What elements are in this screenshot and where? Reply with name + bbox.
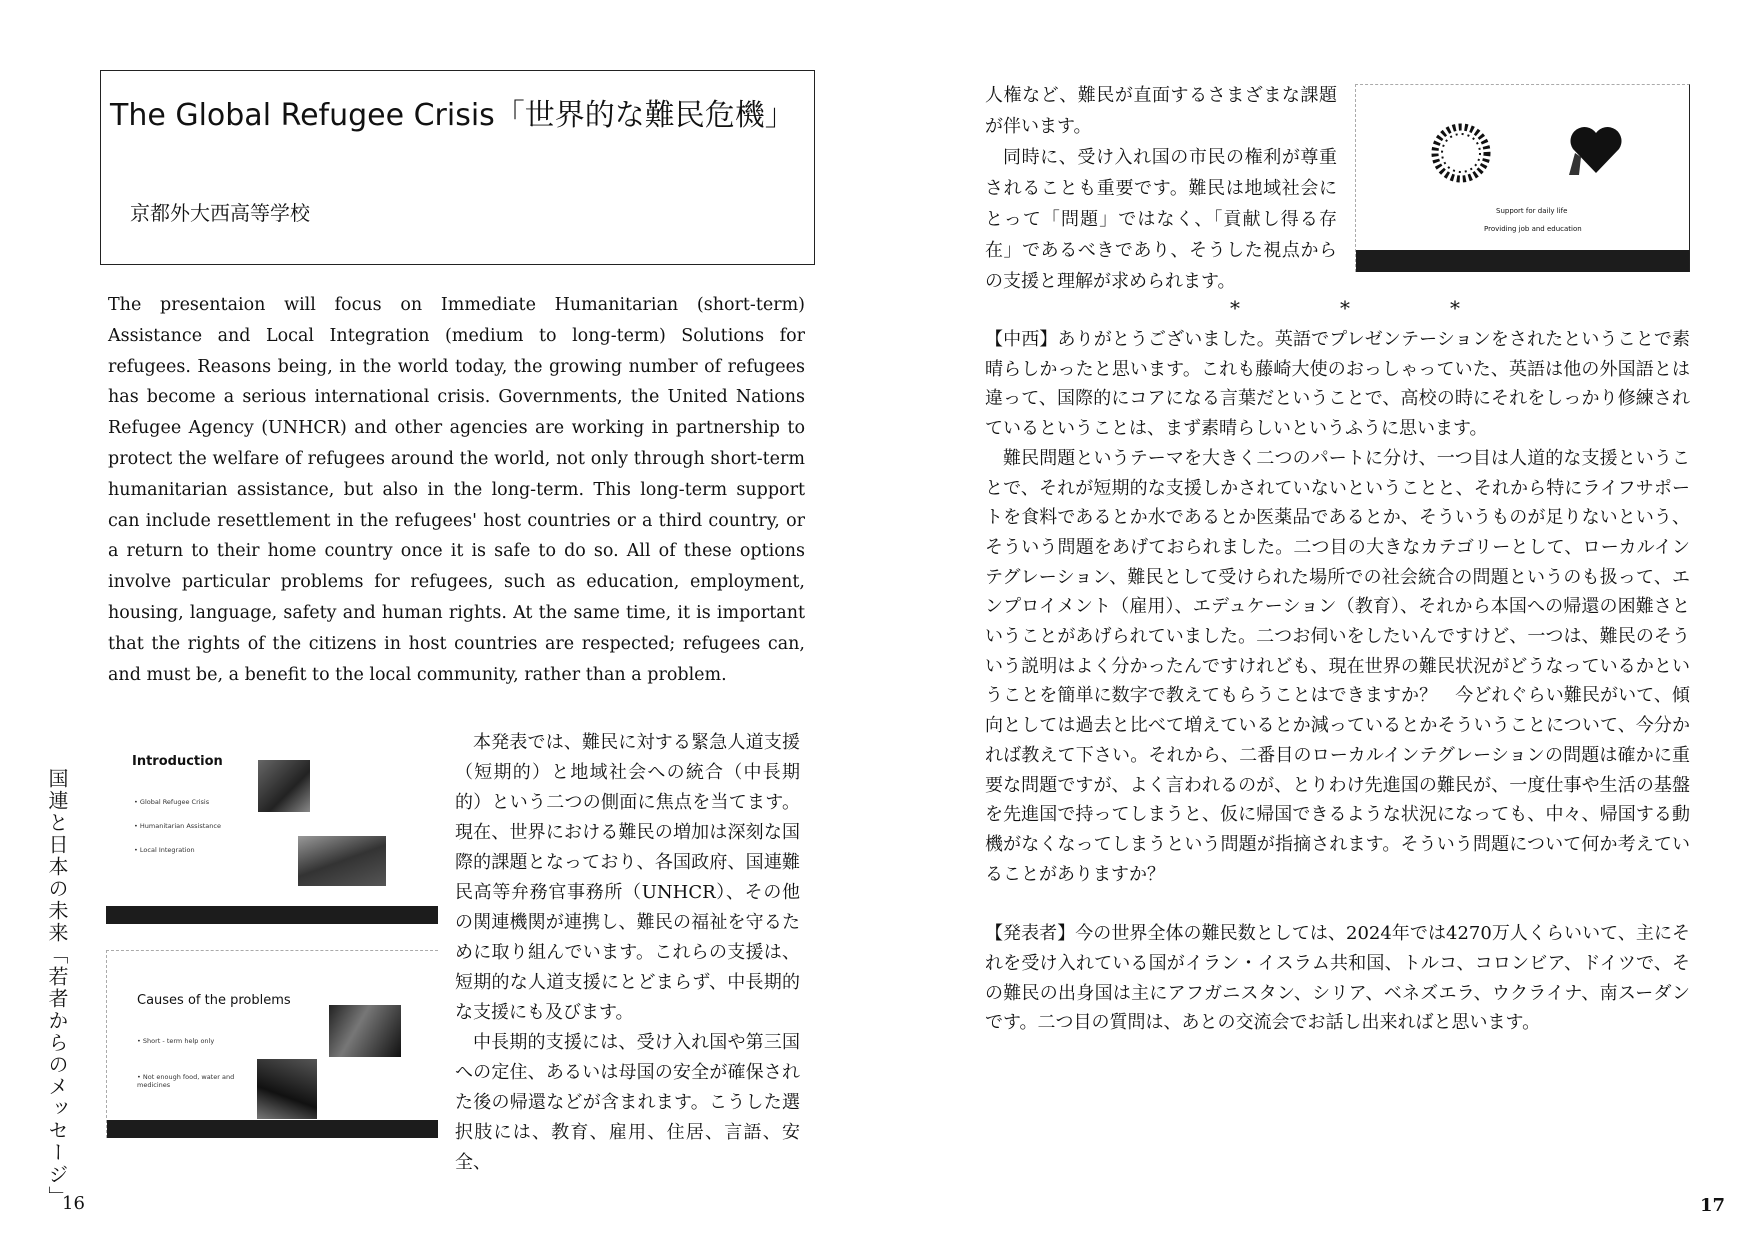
speaker-label: 【発表者】	[985, 923, 1076, 945]
nakanishi-question: 難民問題というテーマを大きく二つのパートに分け、一つ目は人道的な支援ということで、それが短期的な支援しかされていないということと、それから特にライフサポートを食料であるとか水であるとか医薬品であるとか、そういうものが足りないという、そういう問題をあげておられました。二つ目の大きなカテゴリーとして、ローカルインテグレーション、難民として受けられた場所での社会統合の問題というのも扱って、エンプロイメント（雇用）、エデュケーション（教育）、それから本国への帰還の困難さということがあげられていました。二つお伺いをしたいんですけど、一つは、難民のそういう説明はよく分かったんですけれども、現在世界の難民状況がどうなっているかということを簡単に数字で教えてもらうことはできますか？ 今どれぐらい難民がいて、傾向としては過去と比べて増えているとか減っているとかそういうことについて、今分かれば教えて下さい。それから、二番目のローカルインテグレーションの問題は確かに重要な問題ですが、よく言われるのが、とりわけ先進国の難民が、一度仕事や生活の基盤を先進国で持ってしまうと、仮に帰国できるような状況になっても、中々、帰国する動機がなくなってしまうという問題が指摘されます。そういう問題について何か考えていることがありますか？	[985, 447, 1691, 885]
section-divider	[1180, 296, 1510, 320]
slide-caption: Providing job and education	[1484, 225, 1582, 233]
slide-bullet: • Short - term help only	[137, 1037, 215, 1045]
jp-paragraph: 人権など、難民が直面するさまざまな課題が伴います。	[985, 85, 1337, 137]
jp-paragraph: 本発表では、難民に対する緊急人道支援（短期的）と地域社会への統合（中長期的）という二つの側面に焦点を当てます。現在、世界における難民の増加は深刻な国際的課題となっており、各国政府、国連難民高等弁務官事務所（UNHCR）、その他の関連機関が連携し、難民の福祉を守るために取り組んでいます。これらの支援は、短期的な人道支援にとどまらず、中長期的な支援にも及びます。	[455, 732, 800, 1023]
page-number-right: 17	[1700, 1195, 1726, 1216]
jp-paragraph: 同時に、受け入れ国の市民の権利が尊重されることも重要です。難民は地域社会にとって「問題」ではなく、「貢献し得る存在」であるべきであり、そうした視点からの支援と理解が求められます。	[985, 147, 1337, 292]
refugee-camp-photo	[298, 836, 386, 886]
speaker-label: 【中西】	[985, 329, 1058, 350]
slide-footer-bar	[1356, 250, 1689, 272]
slide-caption: Support for daily life	[1496, 207, 1568, 215]
jp-paragraphs-left	[455, 728, 800, 1178]
slide-bullet: • Not enough food, water and medicines	[137, 1073, 235, 1089]
nakanishi-remark: 【中西】ありがとうございました。英語でプレゼンテーションをされたということで素晴らしかったと思います。これも藤崎大使のおっしゃっていた、英語は他の外国語とは違って、国際的にコアになる言葉だということで、高校の時にそれをしっかり修練されているということは、まず素晴らしいというふうに思います。	[985, 329, 1690, 440]
slide-title: Causes of the problems	[137, 993, 291, 1008]
medicine-photo	[257, 1059, 317, 1119]
page-title: The Global Refugee Crisis「世界的な難民危機」	[110, 98, 795, 133]
people-circle-icon	[1421, 113, 1501, 193]
jp-dialogue	[985, 325, 1690, 1038]
english-paragraph: The presentaion will focus on Immediate Humanitarian (short-term) Assistance and Local Integration (medium to long-term) Solutions for refugees. Reasons being, in the world today, the growing number of refugees has become a serious international crisis. Governments, the United Nations Refugee Agency (UNHCR) and other agencies are working in partnership to protect the welfare of refugees around the world, not only through short-term humanitarian assistance, but also in the long-term. This long-term support can include resettlement in the refugees' host countries or a third country, or a return to their home country once it is safe to do so. All of these options involve particular problems for refugees, such as education, employment, housing, language, safety and human rights. At the same time, it is important that the rights of the citizens in host countries are respected; refugees can, and must be, a benefit to the local community, rather than a problem.	[108, 295, 805, 685]
slide-title: Introduction	[132, 754, 223, 769]
slide-support	[1355, 84, 1690, 272]
star: *	[1230, 296, 1240, 320]
jp-paragraph: 中長期的支援には、受け入れ国や第三国への定住、あるいは母国の安全が確保された後の帰還などが含まれます。こうした選択肢には、教育、雇用、住居、言語、安全、	[455, 1032, 800, 1173]
slide-bullet: • Humanitarian Assistance	[134, 822, 221, 830]
refugee-photo	[258, 760, 310, 812]
star: *	[1340, 296, 1350, 320]
star: *	[1450, 296, 1460, 320]
slide-causes	[106, 950, 438, 1138]
heart-hands-icon	[1561, 113, 1631, 183]
slide-bullet: • Global Refugee Crisis	[134, 798, 210, 806]
slide-footer-bar	[107, 1120, 438, 1138]
food-shortage-photo	[329, 1005, 401, 1057]
slide-footer-bar	[106, 906, 438, 924]
vertical-series-title: 国連と日本の未来「若者からのメッセージ」	[45, 768, 69, 1208]
slide-bullet: • Local Integration	[134, 846, 195, 854]
school-name: 京都外大西高等学校	[130, 201, 310, 225]
slide-introduction	[106, 736, 438, 924]
presenter-answer: 【発表者】今の世界全体の難民数としては、2024年では4270万人くらいいて、主にそれを受け入れている国がイラン・イスラム共和国、トルコ、コロンビア、ドイツで、その難民の出身国は主にアフガニスタン、シリア、ベネズエラ、ウクライナ、南スーダンです。二つ目の質問は、あとの交流会でお話し出来ればと思います。	[985, 923, 1690, 1034]
page-number-left: 16	[62, 1193, 85, 1214]
jp-paragraphs-right-top	[985, 80, 1337, 297]
